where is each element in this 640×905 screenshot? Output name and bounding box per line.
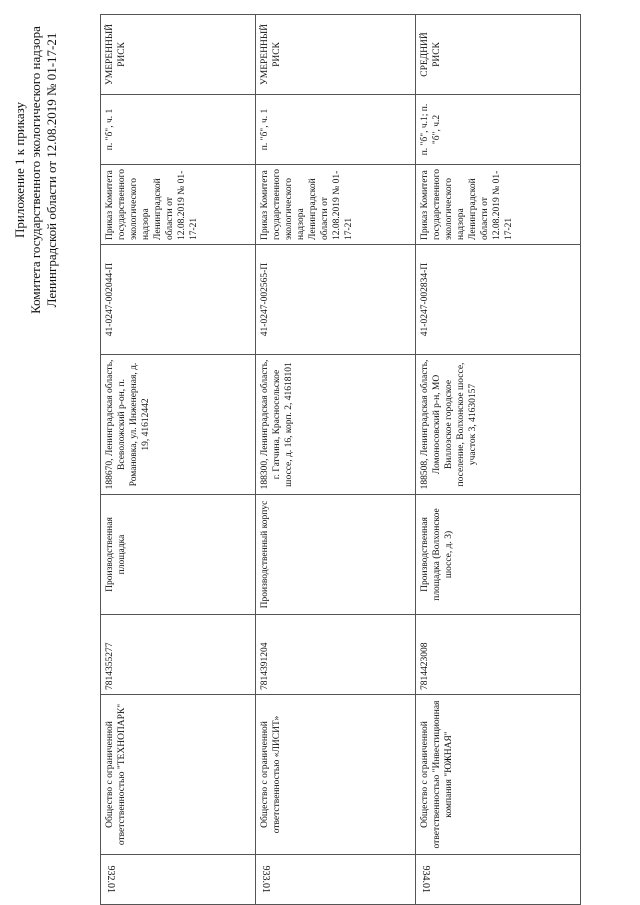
order-document: Приказ Комитета государственного экологического надзора Ленинградской области от 12.08.2019 № 01-17-21 bbox=[416, 165, 581, 245]
risk-category: УМЕРЕННЫЙ РИСК bbox=[256, 15, 416, 95]
object-address: 188670, Ленинградская область, Всеволожский р-он, п. Романовка, ул. Инженерная, д. 19, 41612442 bbox=[101, 355, 256, 495]
object-name: Производственная площадка bbox=[101, 495, 256, 615]
row-number-cell bbox=[256, 855, 416, 905]
row-number: 933.01 bbox=[260, 865, 271, 894]
object-name: Производственная площадка (Волхонское шоссе, д. 3) bbox=[416, 495, 581, 615]
object-address: 188300, Ленинградская область, г. Гатчина, Красносельское шоссе, д. 16, корп. 2, 41618101 bbox=[256, 355, 416, 495]
organization-name: Общество с ограниченной ответственностью «ЛИСИТ» bbox=[256, 695, 416, 855]
object-name: Производственный корпус bbox=[256, 495, 416, 615]
object-address: 188508, Ленинградская область, Ломоносовский р-н, МО Виллозское городское поселение, Волхонское шоссе, участок 3, 41630157 bbox=[416, 355, 581, 495]
registry-code: 41-0247-002044-П bbox=[101, 245, 256, 355]
row-number: 934.01 bbox=[420, 865, 431, 894]
appendix-header bbox=[12, 25, 60, 315]
registry-code: 41-0247-002565-П bbox=[256, 245, 416, 355]
criteria-point: п. "б", ч.1; п. "б", ч.2 bbox=[416, 95, 581, 165]
header-line-2: Комитета государственного экологического надзора bbox=[28, 26, 43, 314]
row-number-cell bbox=[101, 855, 256, 905]
inn-value: 7814423008 bbox=[416, 615, 581, 695]
registry-code: 41-0247-002834-П bbox=[416, 245, 581, 355]
row-number-cell bbox=[416, 855, 581, 905]
header-line-3: Ленинградской области от 12.08.2019 № 01-17-21 bbox=[44, 32, 59, 308]
criteria-point: п. "б", ч. 1 bbox=[101, 95, 256, 165]
table-row bbox=[101, 15, 256, 905]
risk-category: СРЕДНИЙ РИСК bbox=[416, 15, 581, 95]
order-document: Приказ Комитета государственного экологического надзора Ленинградской области от 12.08.2019 № 01-17-21 bbox=[101, 165, 256, 245]
risk-category: УМЕРЕННЫЙ РИСК bbox=[101, 15, 256, 95]
order-document: Приказ Комитета государственного экологического надзора Ленинградской области от 12.08.2019 № 01-17-21 bbox=[256, 165, 416, 245]
row-number: 932.01 bbox=[105, 865, 116, 894]
criteria-point: п. "б", ч. 1 bbox=[256, 95, 416, 165]
table-row bbox=[416, 15, 581, 905]
organization-name: Общество с ограниченной ответственностью "Инвестиционная компания "ЮЖНАЯ" bbox=[416, 695, 581, 855]
organization-name: Общество с ограниченной ответственностью "ТЕХНОПАРК" bbox=[101, 695, 256, 855]
inn-value: 7814355277 bbox=[101, 615, 256, 695]
table-row bbox=[256, 15, 416, 905]
inn-value: 7814391204 bbox=[256, 615, 416, 695]
header-line-1: Приложение 1 к приказу bbox=[12, 102, 27, 239]
registry-table bbox=[100, 14, 581, 905]
